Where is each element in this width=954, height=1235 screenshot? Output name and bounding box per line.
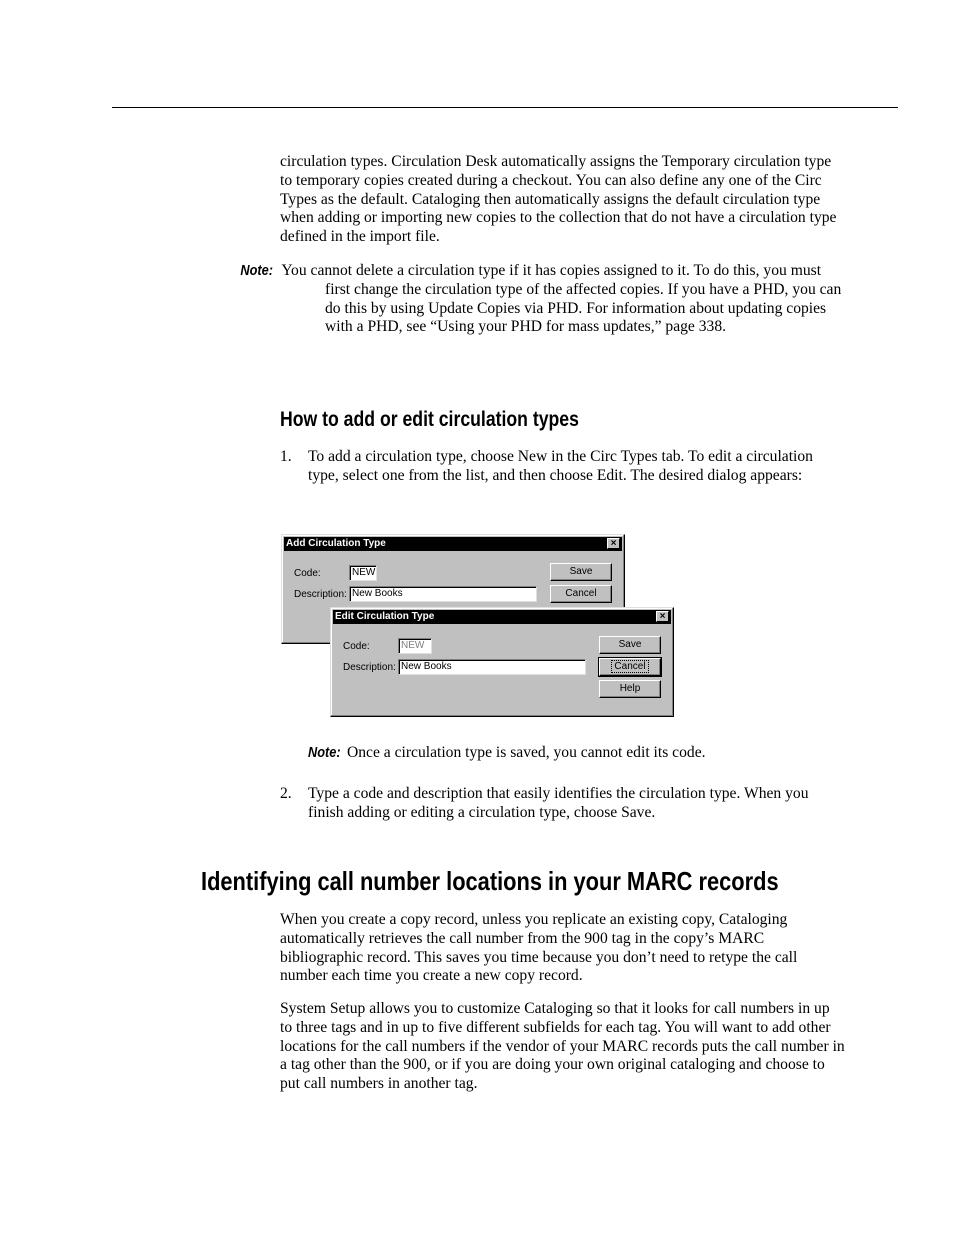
description-label: Description: (343, 662, 396, 673)
cancel-button[interactable]: Cancel (550, 585, 612, 603)
save-button[interactable]: Save (550, 563, 612, 581)
note-label: Note: (308, 745, 341, 761)
section-heading: How to add or edit circulation types (280, 408, 579, 431)
save-button[interactable]: Save (599, 636, 661, 654)
step-1-text: To add a circulation type, choose New in the Circ Types tab. To edit a circulation type, select one from the list, and then choose Edit. The desired dialog appears: (308, 448, 813, 484)
note-text: Once a circulation type is saved, you cannot edit its code. (346, 744, 706, 761)
cancel-button-label: Cancel (614, 661, 646, 672)
add-dialog-titlebar (284, 537, 622, 551)
description-input[interactable]: New Books (349, 586, 537, 602)
note-code-locked (308, 744, 848, 763)
code-input[interactable]: NEW (349, 565, 377, 581)
note-deletion: Note: You cannot delete a circulation type if it has copies assigned to it. To do this, you must first change the circulation type of the affected copies. If you have a PHD, you can do this by using Update Copies via PHD. For information about updating copies with a PHD, see “Using your PHD for mass updates,” page 338. (240, 262, 842, 336)
step-2-text: Type a code and description that easily identifies the circulation type. When you finish adding or editing a circulation type, choose Save. (308, 785, 809, 821)
code-label: Code: (343, 641, 370, 652)
main-heading: Identifying call number locations in your MARC records (201, 866, 779, 896)
help-button[interactable]: Help (599, 680, 661, 698)
close-icon[interactable]: × (656, 611, 669, 622)
add-dialog-title: Add Circulation Type (286, 538, 386, 549)
description-label: Description: (294, 589, 347, 600)
step-number-2: 2. (280, 785, 292, 802)
note-text: You cannot delete a circulation type if it has copies assigned to it. To do this, you must first change the circulation type of the affected copies. If you have a PHD, you can do this by using Update Copies via PHD. For information about updating copies with a PHD, see “Using your PHD for mass updates,” page 338. (281, 262, 842, 336)
step-number-1: 1. (280, 448, 292, 465)
code-label: Code: (294, 568, 321, 579)
edit-dialog-titlebar (333, 610, 671, 624)
intro-paragraph: circulation types. Circulation Desk automatically assigns the Temporary circulation type to temporary copies created during a checkout. You can also define any one of the Circ Types as the default. Cataloging then automatically assigns the default circulation type when adding or importing new copies to the collection that do not have a circulation type defined in the import file. (280, 153, 837, 246)
header-rule (112, 107, 898, 108)
call-number-paragraph-2: System Setup allows you to customize Cataloging so that it looks for call numbers in up to three tags and in up to five different subfields for each tag. You will want to add other locations for the call numbers if the vendor of your MARC records puts the call number in a tag other than the 900, or if you are doing your own original cataloging and choose to put call numbers in another tag. (280, 1000, 845, 1093)
description-input[interactable]: New Books (398, 659, 586, 675)
code-input-disabled: NEW (398, 638, 432, 654)
call-number-paragraph-1: When you create a copy record, unless you replicate an existing copy, Cataloging automatically retrieves the call number from the 900 tag in the copy’s MARC bibliographic record. This saves you time because you don’t need to retype the call number each time you create a new copy record. (280, 911, 798, 985)
edit-circulation-type-dialog (330, 607, 674, 717)
close-icon[interactable]: × (607, 538, 620, 549)
edit-dialog-title: Edit Circulation Type (335, 611, 435, 622)
cancel-button[interactable] (599, 658, 661, 676)
